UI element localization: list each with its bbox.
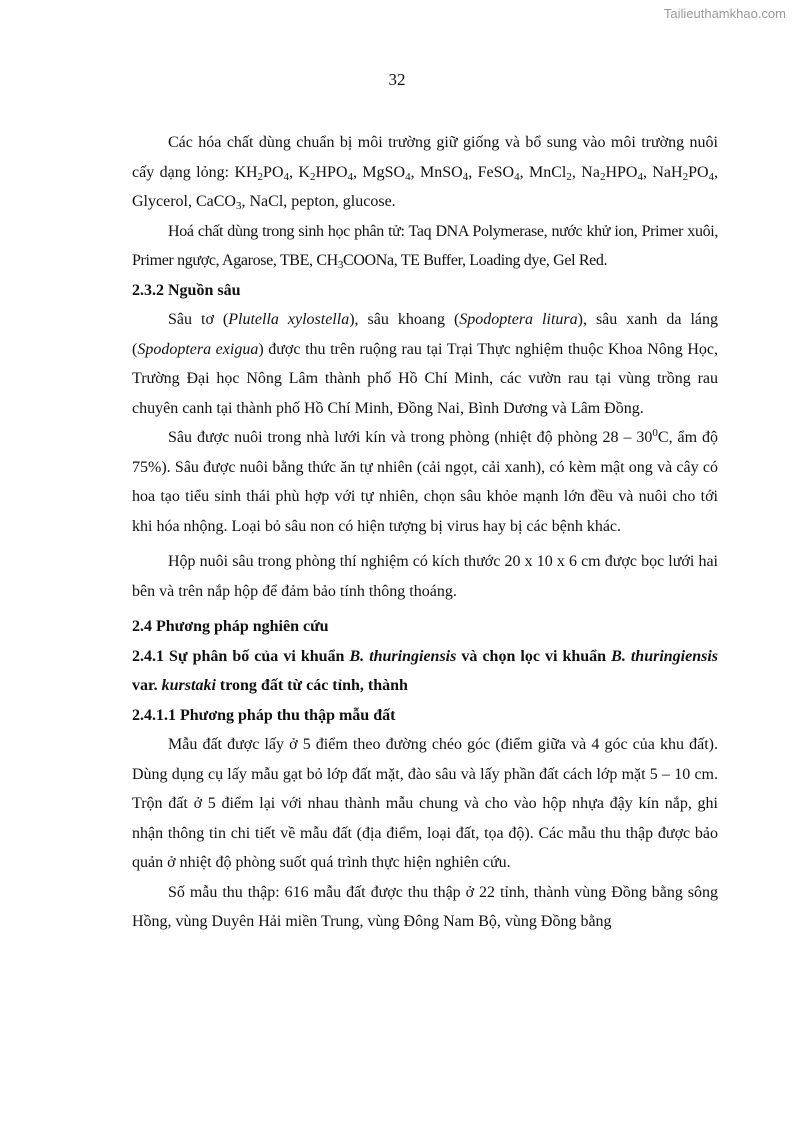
document-body — [132, 128, 718, 937]
heading-2-4: 2.4 Phương pháp nghiên cứu — [132, 618, 329, 635]
paragraph-rearing: Sâu được nuôi trong nhà lưới kín và trong phòng (nhiệt độ phòng $28 - 30^0C$, ẩm độ 75%). Sâu được nuôi bằng thức ăn tự nhiên (cải ngọt, cải xanh), có kèm mật ong và cây có hoa tạo tiểu sinh thái phù hợp với tự nhiên, chọn sâu khỏe mạnh lớn đều và nuôi cho tới khi hóa nhộng. Loại bỏ sâu non có hiện tượng bị virus hay bị các bệnh khác. — [132, 427, 719, 535]
paragraph-molecular-chemicals: Hoá chất dùng trong sinh học phân tử: Taq DNA Polymerase, nước khử ion, Primer xuôi, Primer ngược, Agarose, TBE, $CH_3COONa$, TE Buffer, Loading dye, Gel Red. — [132, 222, 718, 271]
paragraph-sample-count: Số mẫu thu thập: 616 mẫu đất được thu thập ở 22 tỉnh, thành vùng Đồng bằng sông Hồng, vùng Duyên Hải miền Trung, vùng Đông Nam Bộ, vùng Đồng bằng — [132, 883, 718, 930]
watermark: Tailieuthamkhao.com — [663, 6, 786, 21]
paragraph-insect-sources: Sâu tơ (Plutella xylostella), sâu khoang (Spodoptera litura), sâu xanh da láng (Spodoptera exigua) được thu trên ruộng rau tại Trại Thực nghiệm thuộc Khoa Nông Học, Trường Đại học Nông Lâm thành phố Hồ Chí Minh, các vườn rau tại vùng trồng rau chuyên canh tại thành phố Hồ Chí Minh, Đồng Nai, Bình Dương và Lâm Đồng. — [132, 311, 719, 417]
page-number: 32 — [388, 70, 406, 89]
paragraph-rearing-box: Hộp nuôi sâu trong phòng thí nghiệm có kích thước 20 x 10 x 6 cm được bọc lưới hai bên và trên nắp hộp để đảm bảo tính thông thoáng. — [132, 553, 718, 600]
heading-2-4-1: 2.4.1 Sự phân bố của vi khuẩn B. thuringiensis và chọn lọc vi khuẩn B. thuringiensis var. kurstaki trong đất từ các tỉnh, thành — [132, 647, 719, 694]
paragraph-culture-chemicals: Các hóa chất dùng chuẩn bị môi trường giữ giống và bổ sung vào môi trường nuôi cấy dạng lỏng: $KH_2PO_4$, $K_2HPO_4$, MgSO$_4$, MnSO$_4$, FeSO$_4$, MnCl$_2$, $Na_2HPO_4$, $NaH_2PO_4$, Glycerol, CaCO$_3$, NaCl, pepton, glucose. — [132, 134, 719, 212]
paragraph-soil-sampling: Mẫu đất được lấy ở 5 điểm theo đường chéo góc (điểm giữa và 4 góc của khu đất). Dùng dụng cụ lấy mẫu gạt bỏ lớp đất mặt, đào sâu và lấy phần đất cách lớp mặt 5 – 10 cm. Trộn đất ở 5 điểm lại với nhau thành mẫu chung và cho vào hộp nhựa đậy kín nắp, ghi nhận thông tin chi tiết về mẫu đất (địa điểm, loại đất, tọa độ). Các mẫu thu thập được bảo quản ở nhiệt độ phòng suốt quá trình thực hiện nghiên cứu. — [132, 736, 718, 871]
heading-2-4-1-1: 2.4.1.1 Phương pháp thu thập mẫu đất — [132, 706, 396, 724]
heading-2-3-2: 2.3.2 Nguồn sâu — [132, 281, 241, 299]
